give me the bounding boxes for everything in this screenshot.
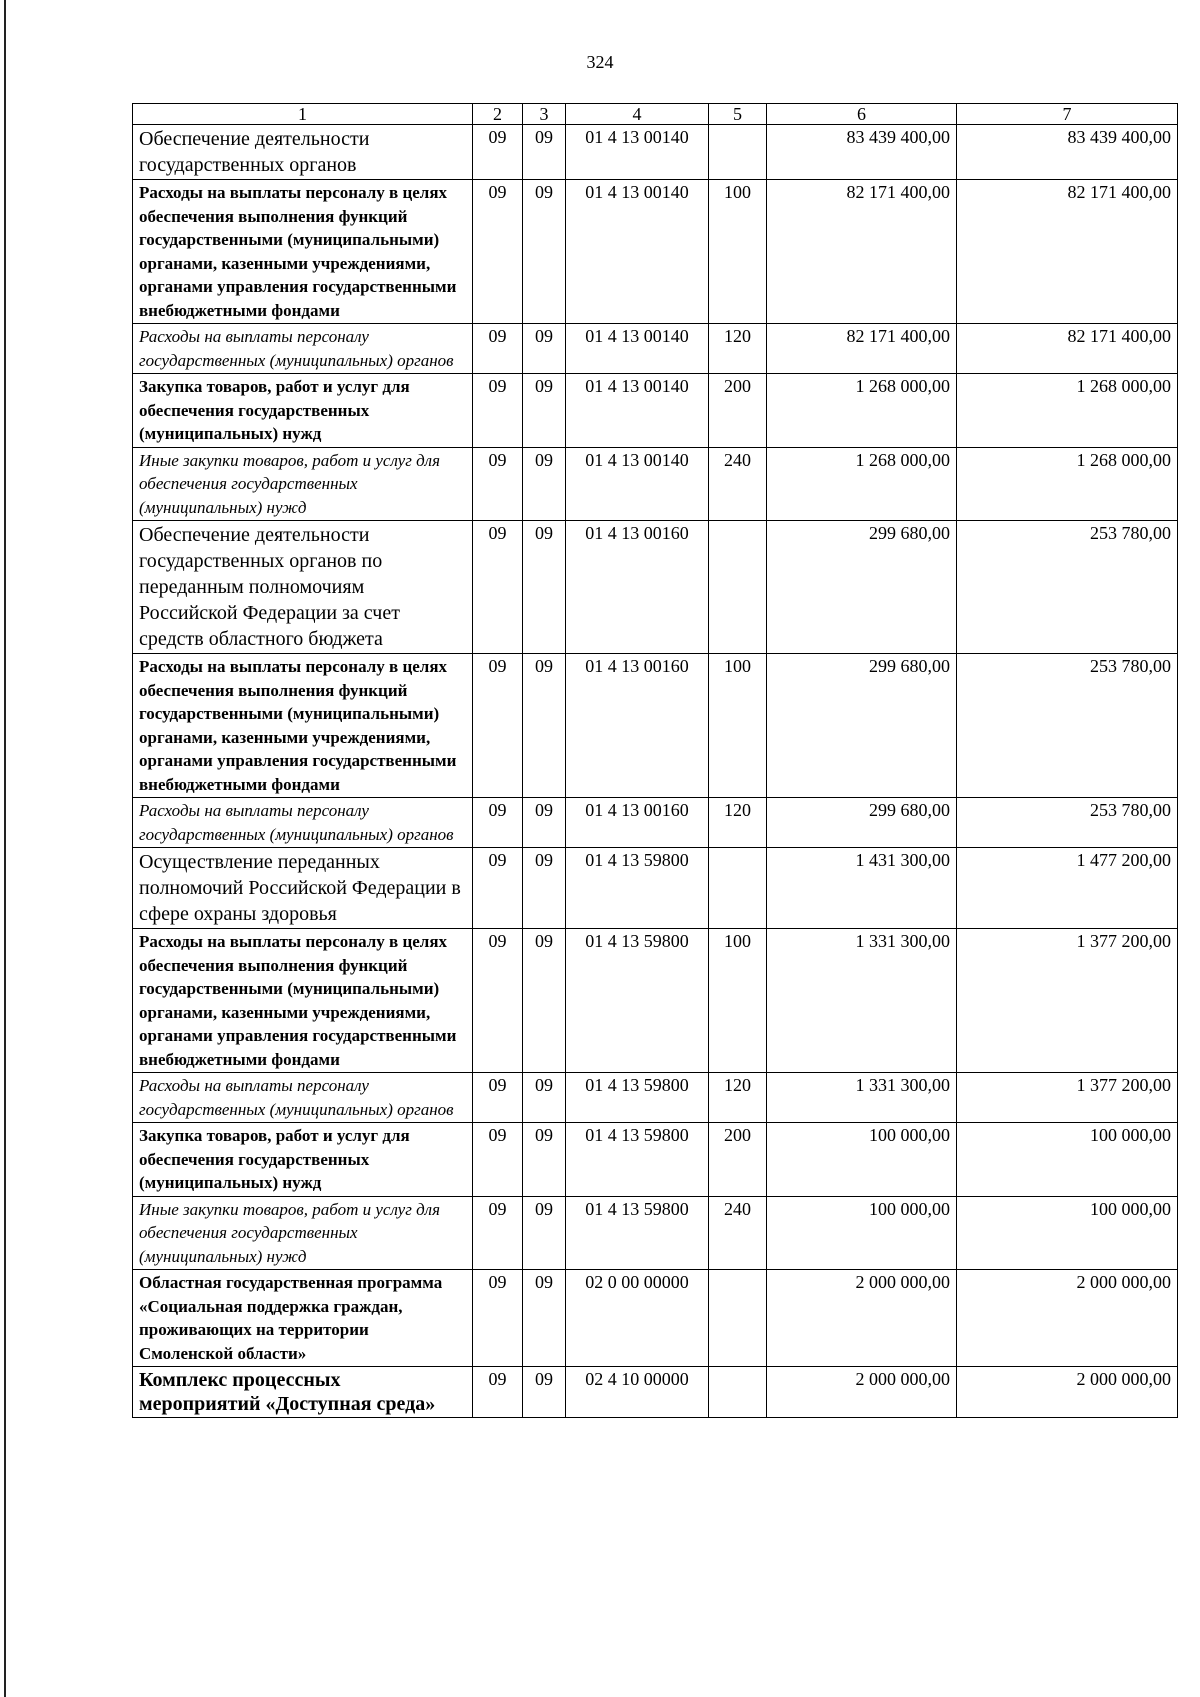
section-code-cell: 09 xyxy=(473,1073,523,1123)
row-name-cell: Иные закупки товаров, работ и услуг для обеспечения государственных (муниципальных) нужд xyxy=(133,1196,473,1270)
budget-table xyxy=(132,103,1178,1418)
row-name-cell: Расходы на выплаты персоналу в целях обеспечения выполнения функций государственными (муниципальными) органами, казенными учреждениями, органами управления государственными внебюджетными фондами xyxy=(133,654,473,798)
row-name-cell: Расходы на выплаты персоналу государственных (муниципальных) органов xyxy=(133,324,473,374)
amount-year2-cell: 253 780,00 xyxy=(957,521,1178,654)
amount-year2-cell: 82 171 400,00 xyxy=(957,324,1178,374)
amount-year1-cell: 1 268 000,00 xyxy=(767,374,957,448)
table-row xyxy=(133,521,1178,654)
row-name-cell: Расходы на выплаты персоналу государственных (муниципальных) органов xyxy=(133,1073,473,1123)
header-cell: 2 xyxy=(473,104,523,125)
section-code-cell: 09 xyxy=(473,447,523,521)
row-name-cell: Закупка товаров, работ и услуг для обеспечения государственных (муниципальных) нужд xyxy=(133,1123,473,1197)
section-code-cell: 09 xyxy=(473,798,523,848)
header-cell: 6 xyxy=(767,104,957,125)
expense-type-cell: 120 xyxy=(709,324,767,374)
amount-year1-cell: 1 431 300,00 xyxy=(767,848,957,929)
section-code-cell: 09 xyxy=(473,125,523,180)
section-code-cell: 09 xyxy=(473,654,523,798)
table-row xyxy=(133,125,1178,180)
row-name-cell: Иные закупки товаров, работ и услуг для обеспечения государственных (муниципальных) нужд xyxy=(133,447,473,521)
section-code-cell: 09 xyxy=(473,848,523,929)
page-edge-line xyxy=(4,0,6,1697)
row-name-cell: Обеспечение деятельности государственных органов по переданным полномочиям Российской Федерации за счет средств областного бюджета xyxy=(133,521,473,654)
table-row xyxy=(133,1123,1178,1197)
subsection-code-cell: 09 xyxy=(523,654,566,798)
subsection-code-cell: 09 xyxy=(523,1270,566,1367)
amount-year2-cell: 82 171 400,00 xyxy=(957,180,1178,324)
amount-year1-cell: 82 171 400,00 xyxy=(767,180,957,324)
subsection-code-cell: 09 xyxy=(523,374,566,448)
table-row xyxy=(133,374,1178,448)
target-article-cell: 01 4 13 00140 xyxy=(566,447,709,521)
header-cell: 3 xyxy=(523,104,566,125)
amount-year2-cell: 253 780,00 xyxy=(957,798,1178,848)
target-article-cell: 01 4 13 00140 xyxy=(566,125,709,180)
target-article-cell: 01 4 13 00140 xyxy=(566,180,709,324)
amount-year2-cell: 1 268 000,00 xyxy=(957,374,1178,448)
expense-type-cell xyxy=(709,125,767,180)
expense-type-cell: 100 xyxy=(709,654,767,798)
amount-year1-cell: 1 268 000,00 xyxy=(767,447,957,521)
amount-year1-cell: 299 680,00 xyxy=(767,798,957,848)
section-code-cell: 09 xyxy=(473,1196,523,1270)
header-cell: 4 xyxy=(566,104,709,125)
target-article-cell: 01 4 13 59800 xyxy=(566,1073,709,1123)
amount-year2-cell: 100 000,00 xyxy=(957,1123,1178,1197)
table-row xyxy=(133,929,1178,1073)
expense-type-cell xyxy=(709,521,767,654)
expense-type-cell xyxy=(709,1270,767,1367)
amount-year2-cell: 83 439 400,00 xyxy=(957,125,1178,180)
subsection-code-cell: 09 xyxy=(523,1073,566,1123)
expense-type-cell xyxy=(709,1367,767,1418)
target-article-cell: 02 4 10 00000 xyxy=(566,1367,709,1418)
subsection-code-cell: 09 xyxy=(523,798,566,848)
amount-year1-cell: 100 000,00 xyxy=(767,1196,957,1270)
target-article-cell: 01 4 13 00160 xyxy=(566,798,709,848)
section-code-cell: 09 xyxy=(473,1270,523,1367)
header-cell: 5 xyxy=(709,104,767,125)
expense-type-cell: 240 xyxy=(709,447,767,521)
row-name-cell: Расходы на выплаты персоналу в целях обеспечения выполнения функций государственными (муниципальными) органами, казенными учреждениями, органами управления государственными внебюджетными фондами xyxy=(133,929,473,1073)
header-cell: 1 xyxy=(133,104,473,125)
subsection-code-cell: 09 xyxy=(523,1123,566,1197)
amount-year2-cell: 100 000,00 xyxy=(957,1196,1178,1270)
amount-year2-cell: 1 377 200,00 xyxy=(957,1073,1178,1123)
target-article-cell: 01 4 13 00160 xyxy=(566,654,709,798)
target-article-cell: 02 0 00 00000 xyxy=(566,1270,709,1367)
table-row xyxy=(133,798,1178,848)
subsection-code-cell: 09 xyxy=(523,180,566,324)
table-row xyxy=(133,1196,1178,1270)
row-name-cell: Комплекс процессных мероприятий «Доступная среда» xyxy=(133,1367,473,1418)
section-code-cell: 09 xyxy=(473,180,523,324)
expense-type-cell: 120 xyxy=(709,798,767,848)
target-article-cell: 01 4 13 00140 xyxy=(566,324,709,374)
amount-year2-cell: 1 377 200,00 xyxy=(957,929,1178,1073)
expense-type-cell: 200 xyxy=(709,374,767,448)
section-code-cell: 09 xyxy=(473,1367,523,1418)
amount-year2-cell: 2 000 000,00 xyxy=(957,1367,1178,1418)
row-name-cell: Областная государственная программа «Социальная поддержка граждан, проживающих на территории Смоленской области» xyxy=(133,1270,473,1367)
table-row xyxy=(133,447,1178,521)
target-article-cell: 01 4 13 59800 xyxy=(566,1123,709,1197)
target-article-cell: 01 4 13 00140 xyxy=(566,374,709,448)
row-name-cell: Осуществление переданных полномочий Российской Федерации в сфере охраны здоровья xyxy=(133,848,473,929)
amount-year2-cell: 1 477 200,00 xyxy=(957,848,1178,929)
amount-year2-cell: 2 000 000,00 xyxy=(957,1270,1178,1367)
expense-type-cell xyxy=(709,848,767,929)
section-code-cell: 09 xyxy=(473,929,523,1073)
row-name-cell: Расходы на выплаты персоналу в целях обеспечения выполнения функций государственными (муниципальными) органами, казенными учреждениями, органами управления государственными внебюджетными фондами xyxy=(133,180,473,324)
table-row xyxy=(133,1270,1178,1367)
section-code-cell: 09 xyxy=(473,374,523,448)
amount-year2-cell: 1 268 000,00 xyxy=(957,447,1178,521)
amount-year1-cell: 82 171 400,00 xyxy=(767,324,957,374)
row-name-cell: Расходы на выплаты персоналу государственных (муниципальных) органов xyxy=(133,798,473,848)
subsection-code-cell: 09 xyxy=(523,929,566,1073)
amount-year1-cell: 2 000 000,00 xyxy=(767,1367,957,1418)
target-article-cell: 01 4 13 59800 xyxy=(566,1196,709,1270)
subsection-code-cell: 09 xyxy=(523,848,566,929)
section-code-cell: 09 xyxy=(473,521,523,654)
table-row xyxy=(133,1367,1178,1418)
table-row xyxy=(133,848,1178,929)
target-article-cell: 01 4 13 59800 xyxy=(566,848,709,929)
amount-year2-cell: 253 780,00 xyxy=(957,654,1178,798)
expense-type-cell: 120 xyxy=(709,1073,767,1123)
subsection-code-cell: 09 xyxy=(523,125,566,180)
amount-year1-cell: 2 000 000,00 xyxy=(767,1270,957,1367)
amount-year1-cell: 1 331 300,00 xyxy=(767,1073,957,1123)
row-name-cell: Обеспечение деятельности государственных органов xyxy=(133,125,473,180)
subsection-code-cell: 09 xyxy=(523,1367,566,1418)
section-code-cell: 09 xyxy=(473,324,523,374)
subsection-code-cell: 09 xyxy=(523,324,566,374)
row-name-cell: Закупка товаров, работ и услуг для обеспечения государственных (муниципальных) нужд xyxy=(133,374,473,448)
table-row xyxy=(133,324,1178,374)
expense-type-cell: 100 xyxy=(709,929,767,1073)
amount-year1-cell: 83 439 400,00 xyxy=(767,125,957,180)
subsection-code-cell: 09 xyxy=(523,447,566,521)
amount-year1-cell: 100 000,00 xyxy=(767,1123,957,1197)
table-row xyxy=(133,654,1178,798)
section-code-cell: 09 xyxy=(473,1123,523,1197)
table-row xyxy=(133,1073,1178,1123)
page-number: 324 xyxy=(586,52,614,72)
expense-type-cell: 200 xyxy=(709,1123,767,1197)
subsection-code-cell: 09 xyxy=(523,1196,566,1270)
target-article-cell: 01 4 13 59800 xyxy=(566,929,709,1073)
header-row xyxy=(133,104,1178,125)
table-row xyxy=(133,180,1178,324)
subsection-code-cell: 09 xyxy=(523,521,566,654)
amount-year1-cell: 299 680,00 xyxy=(767,521,957,654)
header-cell: 7 xyxy=(957,104,1178,125)
expense-type-cell: 100 xyxy=(709,180,767,324)
amount-year1-cell: 1 331 300,00 xyxy=(767,929,957,1073)
expense-type-cell: 240 xyxy=(709,1196,767,1270)
amount-year1-cell: 299 680,00 xyxy=(767,654,957,798)
target-article-cell: 01 4 13 00160 xyxy=(566,521,709,654)
